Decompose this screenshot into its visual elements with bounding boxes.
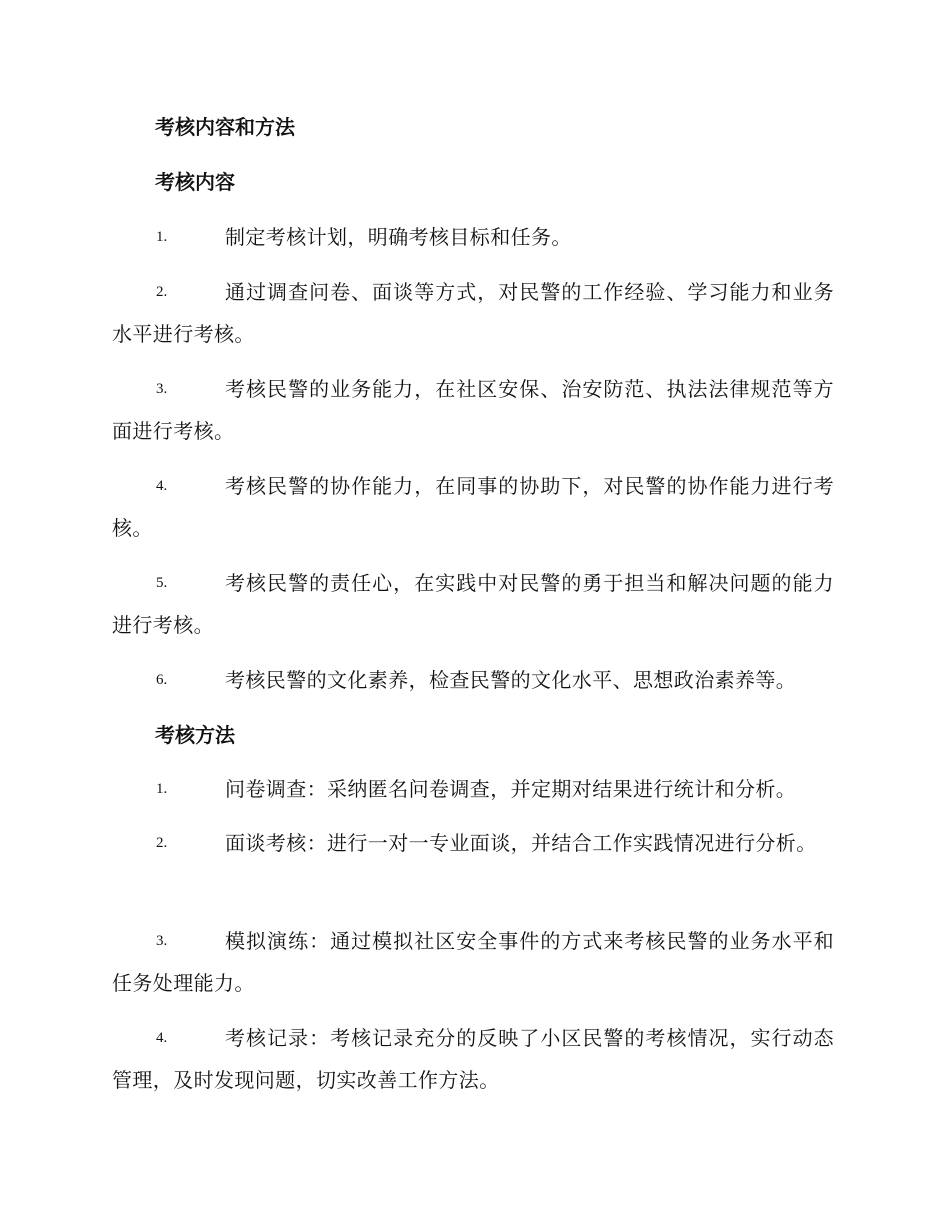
list-number: 1. — [156, 229, 168, 245]
list-item-text: 面谈考核：进行一对一专业面谈，并结合工作实践情况进行分析。 — [225, 831, 817, 855]
content-item-1 — [112, 216, 834, 258]
method-item-1 — [112, 768, 834, 810]
list-item-text: 模拟演练：通过模拟社区安全事件的方式来考核民警的业务水平和任务处理能力。 — [112, 929, 834, 995]
document-title: 考核内容和方法 — [155, 115, 295, 139]
list-number: 4. — [156, 1030, 168, 1046]
content-item-6 — [112, 659, 834, 701]
list-number: 6. — [156, 672, 168, 688]
content-item-2 — [112, 271, 834, 355]
list-item-text: 通过调查问卷、面谈等方式，对民警的工作经验、学习能力和业务水平进行考核。 — [112, 280, 834, 346]
list-number: 2. — [156, 284, 168, 300]
method-item-4 — [112, 1017, 834, 1101]
list-item-text: 制定考核计划，明确考核目标和任务。 — [225, 225, 572, 249]
list-number: 1. — [156, 781, 168, 797]
section-heading-content: 考核内容 — [155, 170, 235, 194]
list-number: 3. — [156, 933, 168, 949]
content-item-4 — [112, 465, 834, 549]
content-item-5 — [112, 562, 834, 646]
list-item-text: 问卷调查：采纳匿名问卷调查，并定期对结果进行统计和分析。 — [225, 777, 797, 801]
list-item-text: 考核民警的文化素养，检查民警的文化水平、思想政治素养等。 — [225, 668, 797, 692]
method-item-3 — [112, 920, 834, 1004]
list-item-text: 考核民警的协作能力，在同事的协助下，对民警的协作能力进行考核。 — [112, 474, 834, 540]
list-number: 4. — [156, 478, 168, 494]
method-item-2 — [112, 822, 834, 864]
list-number: 5. — [156, 575, 168, 591]
list-number: 2. — [156, 835, 168, 851]
section-heading-method: 考核方法 — [155, 723, 235, 747]
content-item-3 — [112, 368, 834, 452]
list-item-text: 考核民警的业务能力，在社区安保、治安防范、执法法律规范等方面进行考核。 — [112, 377, 834, 443]
list-number: 3. — [156, 381, 168, 397]
list-item-text: 考核记录：考核记录充分的反映了小区民警的考核情况，实行动态管理，及时发现问题，切实改善工作方法。 — [112, 1026, 834, 1092]
list-item-text: 考核民警的责任心，在实践中对民警的勇于担当和解决问题的能力进行考核。 — [112, 571, 834, 637]
